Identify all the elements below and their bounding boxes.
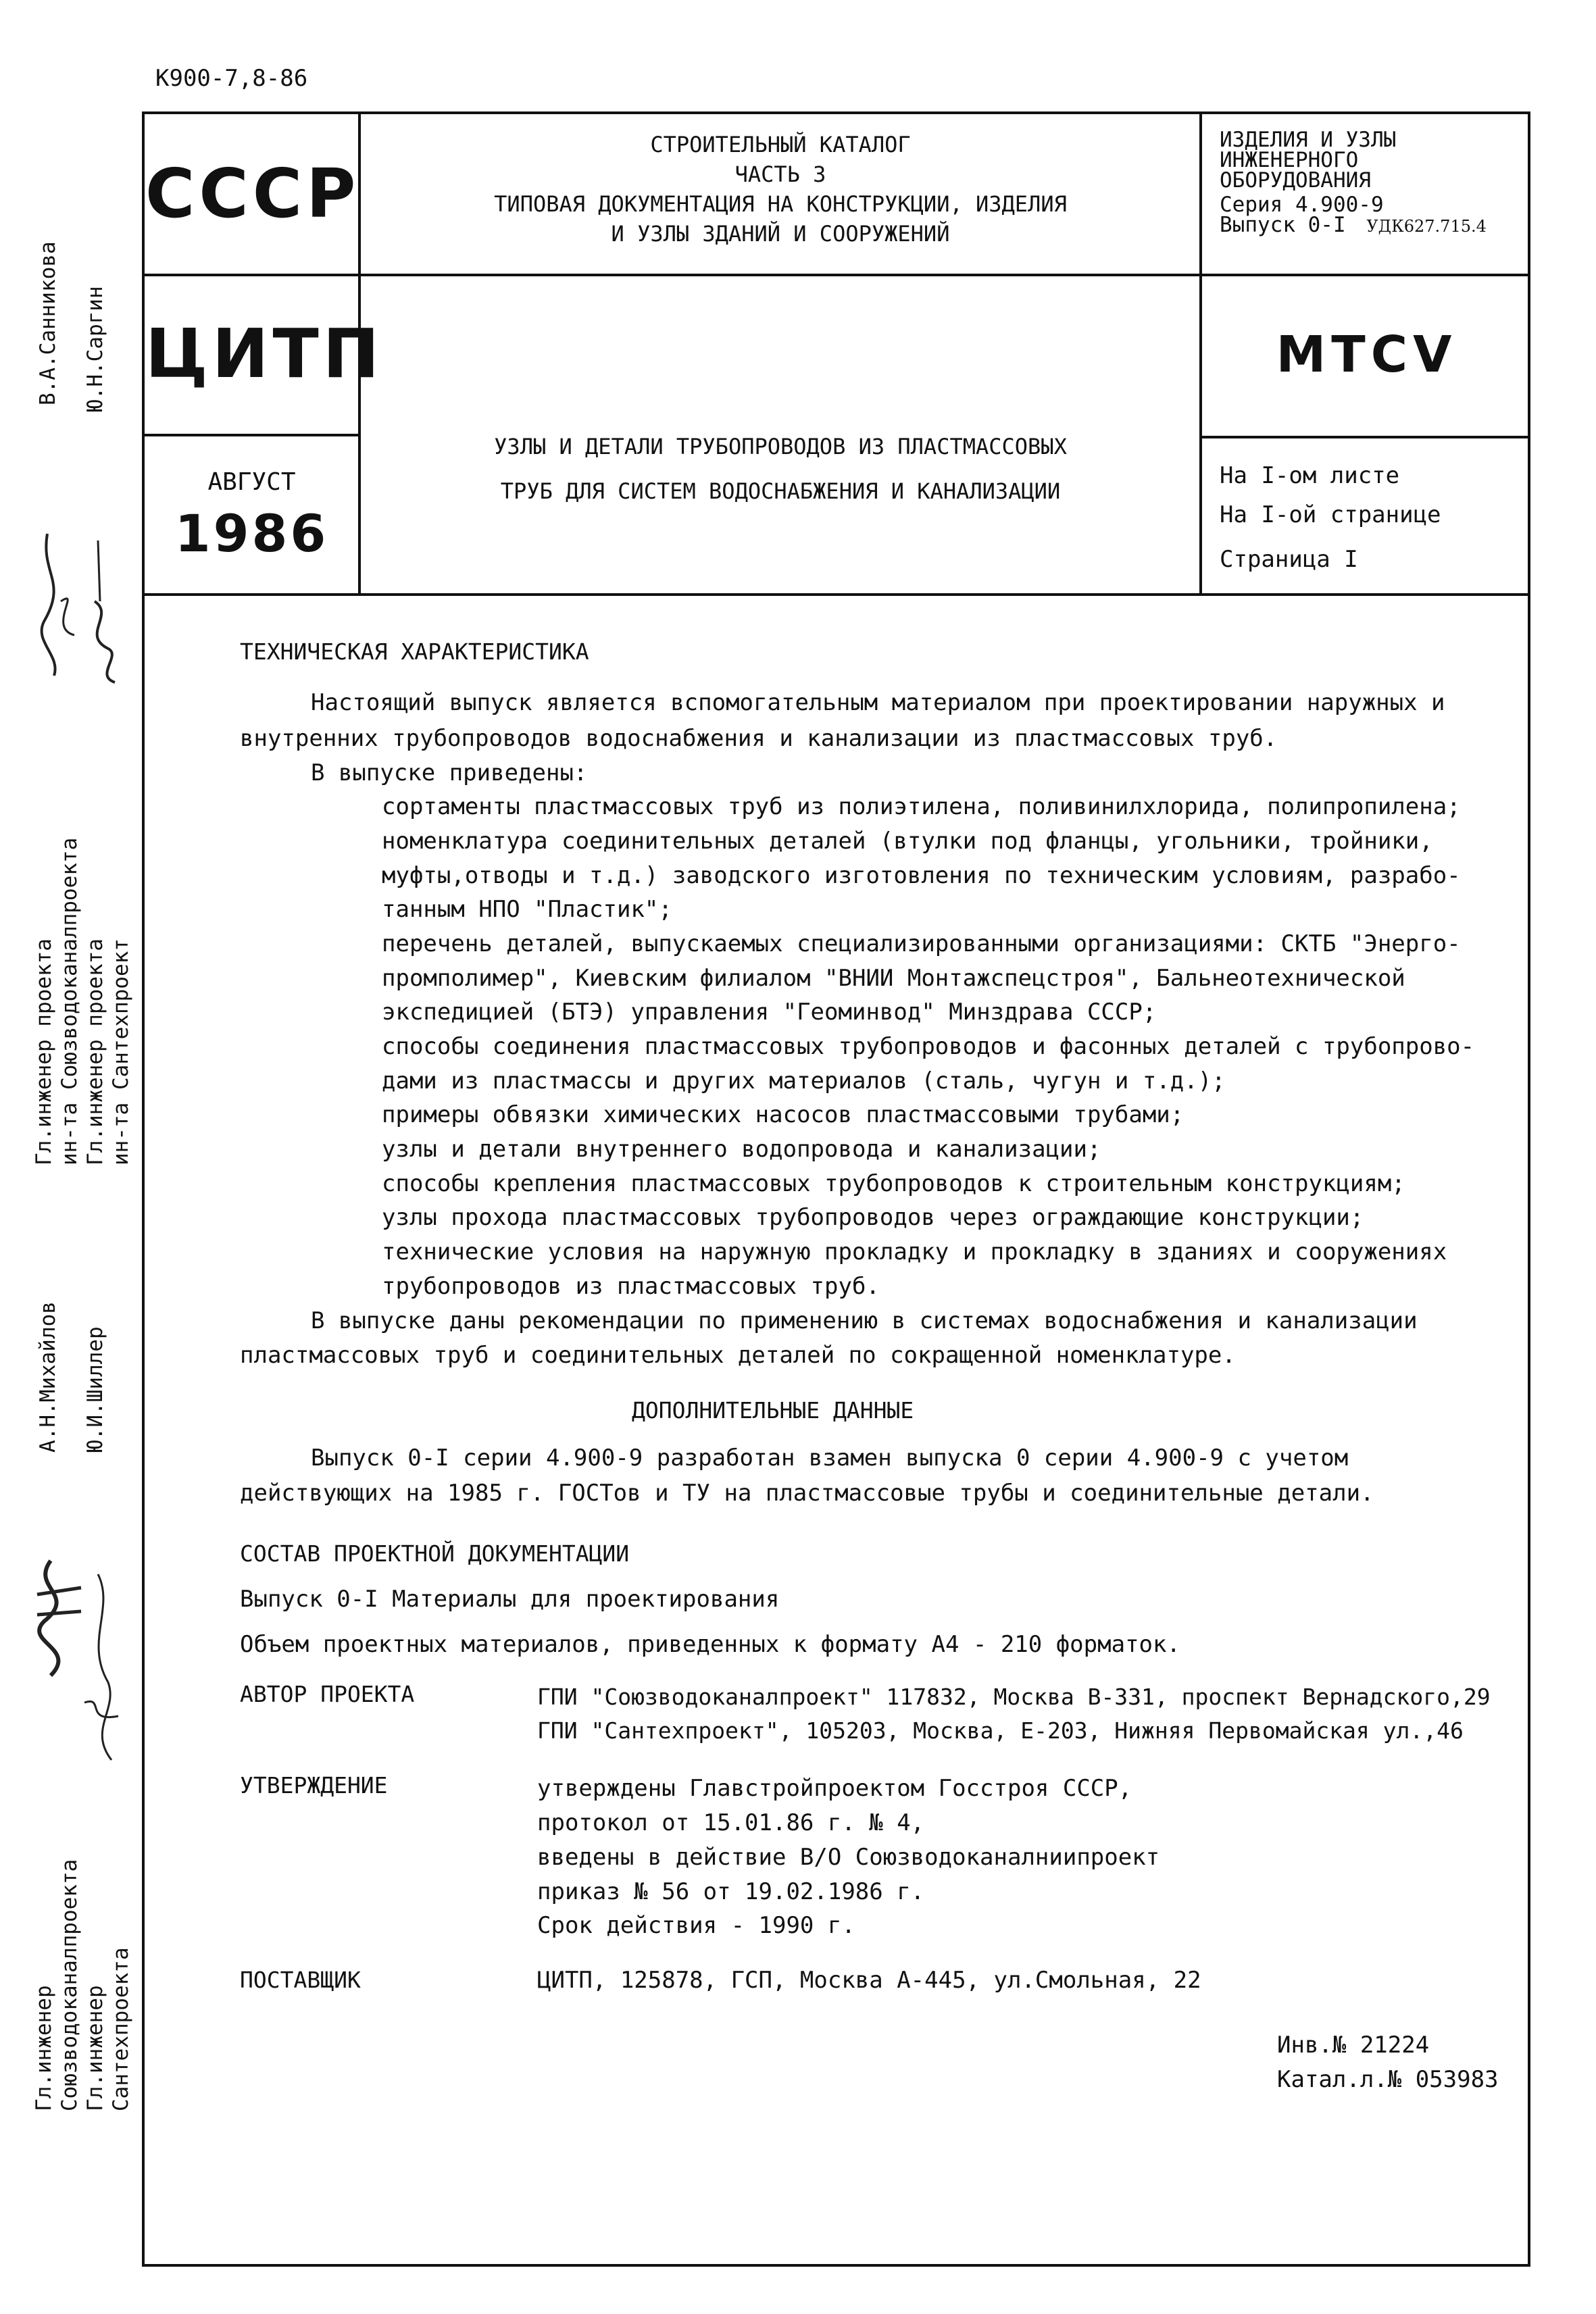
left-col-line-1 (142, 274, 359, 276)
month-label: АВГУСТ (207, 468, 296, 496)
catalog-line: ТИПОВАЯ ДОКУМЕНТАЦИЯ НА КОНСТРУКЦИИ, ИЗДЕЛИЯ (494, 191, 1067, 217)
catalog-line: СТРОИТЕЛЬНЫЙ КАТАЛОГ (650, 132, 911, 157)
additional-line: Выпуск 0-I серии 4.900-9 разработан взамен выпуска 0 серии 4.900-9 с учетом (311, 1444, 1349, 1472)
supplier-line: ЦИТП, 125878, ГСП, Москва А-445, ул.Смольная, 22 (537, 1967, 1201, 1994)
margin-role-line: Сантехпроекта (109, 1947, 133, 2111)
margin-role-line: Гл.инженер проекта (83, 938, 107, 1165)
signature-top (20, 520, 135, 689)
tech-line: сортаменты пластмассовых труб из полиэтилена, поливинилхлорида, полипропилена; (382, 793, 1461, 820)
document-code: К900-7,8-86 (155, 65, 308, 92)
tech-line: В выпуске даны рекомендации по применению в системах водоснабжения и канализации (311, 1307, 1418, 1334)
mid-col-line (358, 274, 1199, 276)
tech-line: примеры обвязки химических насосов пластмассовыми трубами; (382, 1101, 1184, 1128)
title-line: ТРУБ ДЛЯ СИСТЕМ ВОДОСНАБЖЕНИЯ И КАНАЛИЗАЦИИ (500, 478, 1061, 504)
issue-line (1220, 215, 1487, 236)
documentation-line: Выпуск 0-I Материалы для проектирования (240, 1586, 780, 1613)
margin-role-line: ин-та Сантехпроект (109, 938, 133, 1165)
page-info-line: На I-ой странице (1220, 501, 1441, 528)
tech-line: танным НПО "Пластик"; (382, 896, 672, 923)
documentation-line: Объем проектных материалов, приведенных к формату А4 - 210 форматок. (240, 1631, 1180, 1658)
left-col-line-2 (142, 434, 359, 436)
tech-line: пластмассовых труб и соединительных деталей по сокращенной номенклатуре. (240, 1342, 1236, 1369)
category-line: ИНЖЕНЕРНОГО (1220, 148, 1359, 172)
margin-name-sannikova: В.А.Санникова (36, 241, 60, 405)
approval-line: Срок действия - 1990 г. (537, 1912, 855, 1939)
title-line: УЗЛЫ И ДЕТАЛИ ТРУБОПРОВОДОВ ИЗ ПЛАСТМАССОВЫХ (494, 434, 1067, 459)
category-block (1220, 130, 1487, 236)
catalog-line: ЧАСТЬ 3 (734, 161, 826, 187)
supplier-label: ПОСТАВЩИК (240, 1967, 361, 1993)
page-info (1220, 456, 1441, 579)
tech-line: способы соединения пластмассовых трубопроводов и фасонных деталей с трубопрово- (382, 1033, 1475, 1060)
tech-line: способы крепления пластмассовых трубопроводов к строительным конструкциям; (382, 1170, 1405, 1197)
tech-line: технические условия на наружную прокладку и прокладку в зданиях и сооружениях (382, 1238, 1447, 1265)
right-col-line-2 (1199, 436, 1530, 438)
approval-line: приказ № 56 от 19.02.1986 г. (537, 1878, 925, 1905)
tech-line: муфты,отводы и т.д.) заводского изготовления по техническим условиям, разрабо- (382, 862, 1461, 889)
header-bottom-line (142, 593, 1530, 596)
category-line: ИЗДЕЛИЯ И УЗЛЫ (1220, 128, 1397, 152)
org-label: ЦИТП (145, 314, 384, 393)
inventory-number: Инв.№ 21224 (1277, 2032, 1430, 2059)
series-label: Серия 4.900-9 (1220, 193, 1384, 217)
margin-role-block-bottom (31, 1859, 134, 2111)
tech-line: узлы и детали внутреннего водопровода и канализации; (382, 1136, 1101, 1163)
tech-line: В выпуске приведены: (311, 759, 588, 786)
tech-line: номенклатура соединительных деталей (втулки под фланцы, угольники, тройники, (382, 828, 1433, 855)
tech-title: ТЕХНИЧЕСКАЯ ХАРАКТЕРИСТИКА (240, 638, 589, 665)
margin-role-block (31, 838, 134, 1165)
tech-line: узлы прохода пластмассовых трубопроводов через ограждающие конструкции; (382, 1204, 1364, 1231)
author-line: ГПИ "Союзводоканалпроект" 117832, Москва В-331, проспект Вернадского,29 (537, 1684, 1491, 1710)
margin-role-line: ин-та Союзводоканалпроекта (57, 837, 82, 1165)
approval-line: введены в действие В/О Союзводоканалниипроект (537, 1844, 1160, 1871)
approval-line: утверждены Главстройпроектом Госстроя СССР, (537, 1775, 1132, 1802)
approval-label: УТВЕРЖДЕНИЕ (240, 1772, 388, 1799)
author-label: АВТОР ПРОЕКТА (240, 1681, 415, 1707)
margin-role-line: Гл.инженер проекта (32, 938, 56, 1165)
tech-line: промполимер", Киевским филиалом "ВНИИ Монтажспецстроя", Бальнеотехнической (382, 965, 1405, 992)
page-info-line: Страница I (1220, 546, 1358, 573)
additional-line: действующих на 1985 г. ГОСТов и ТУ на пластмассовые трубы и соединительные детали. (240, 1480, 1374, 1507)
year-label: 1986 (174, 503, 329, 563)
additional-title: ДОПОЛНИТЕЛЬНЫЕ ДАННЫЕ (632, 1397, 914, 1424)
catalog-heading (365, 130, 1196, 249)
tech-line: внутренних трубопроводов водоснабжения и канализации из пластмассовых труб. (240, 725, 1278, 752)
code-mtcv: MTCV (1276, 326, 1457, 384)
author-line: ГПИ "Сантехпроект", 105203, Москва, Е-203, Нижняя Первомайская ул.,46 (537, 1717, 1464, 1744)
tech-line: дами из пластмассы и других материалов (сталь, чугун и т.д.); (382, 1067, 1226, 1095)
documentation-title: СОСТАВ ПРОЕКТНОЙ ДОКУМЕНТАЦИИ (240, 1540, 630, 1567)
document-title (365, 424, 1196, 513)
tech-line: трубопроводов из пластмассовых труб. (382, 1273, 880, 1300)
margin-name-shiller: Ю.И.Шиллер (83, 1326, 107, 1453)
category-line: ОБОРУДОВАНИЯ (1220, 168, 1371, 193)
tech-line: перечень деталей, выпускаемых специализированными организациями: СКТБ "Энерго- (382, 930, 1461, 957)
header-right-divider (1199, 111, 1202, 595)
catalog-line: И УЗЛЫ ЗДАНИЙ И СООРУЖЕНИЙ (611, 221, 950, 247)
signature-bottom (17, 1547, 135, 1770)
issue-label: Выпуск 0-I (1220, 213, 1346, 237)
tech-line: Настоящий выпуск является вспомогательным материалом при проектировании наружных и (311, 689, 1445, 716)
approval-line: протокол от 15.01.86 г. № 4, (537, 1809, 925, 1836)
margin-name-mikhailov: А.Н.Михайлов (36, 1301, 60, 1453)
page-info-line: На I-ом листе (1220, 462, 1400, 489)
catalog-sheet-number: Катал.л.№ 053983 (1277, 2066, 1499, 2093)
margin-role-line: Гл.инженер (83, 1985, 107, 2111)
margin-role-line: Союзводоканалпроекта (57, 1859, 82, 2111)
tech-line: экспедицией (БТЭ) управления "Геоминвод" Минздрава СССР; (382, 999, 1157, 1026)
udk-label: УДК627.715.4 (1366, 217, 1487, 236)
country-label: СССР (145, 154, 360, 233)
margin-name-sargin: Ю.Н.Саргин (83, 286, 107, 412)
right-col-line-1 (1199, 274, 1530, 276)
margin-role-line: Гл.инженер (32, 1985, 56, 2111)
